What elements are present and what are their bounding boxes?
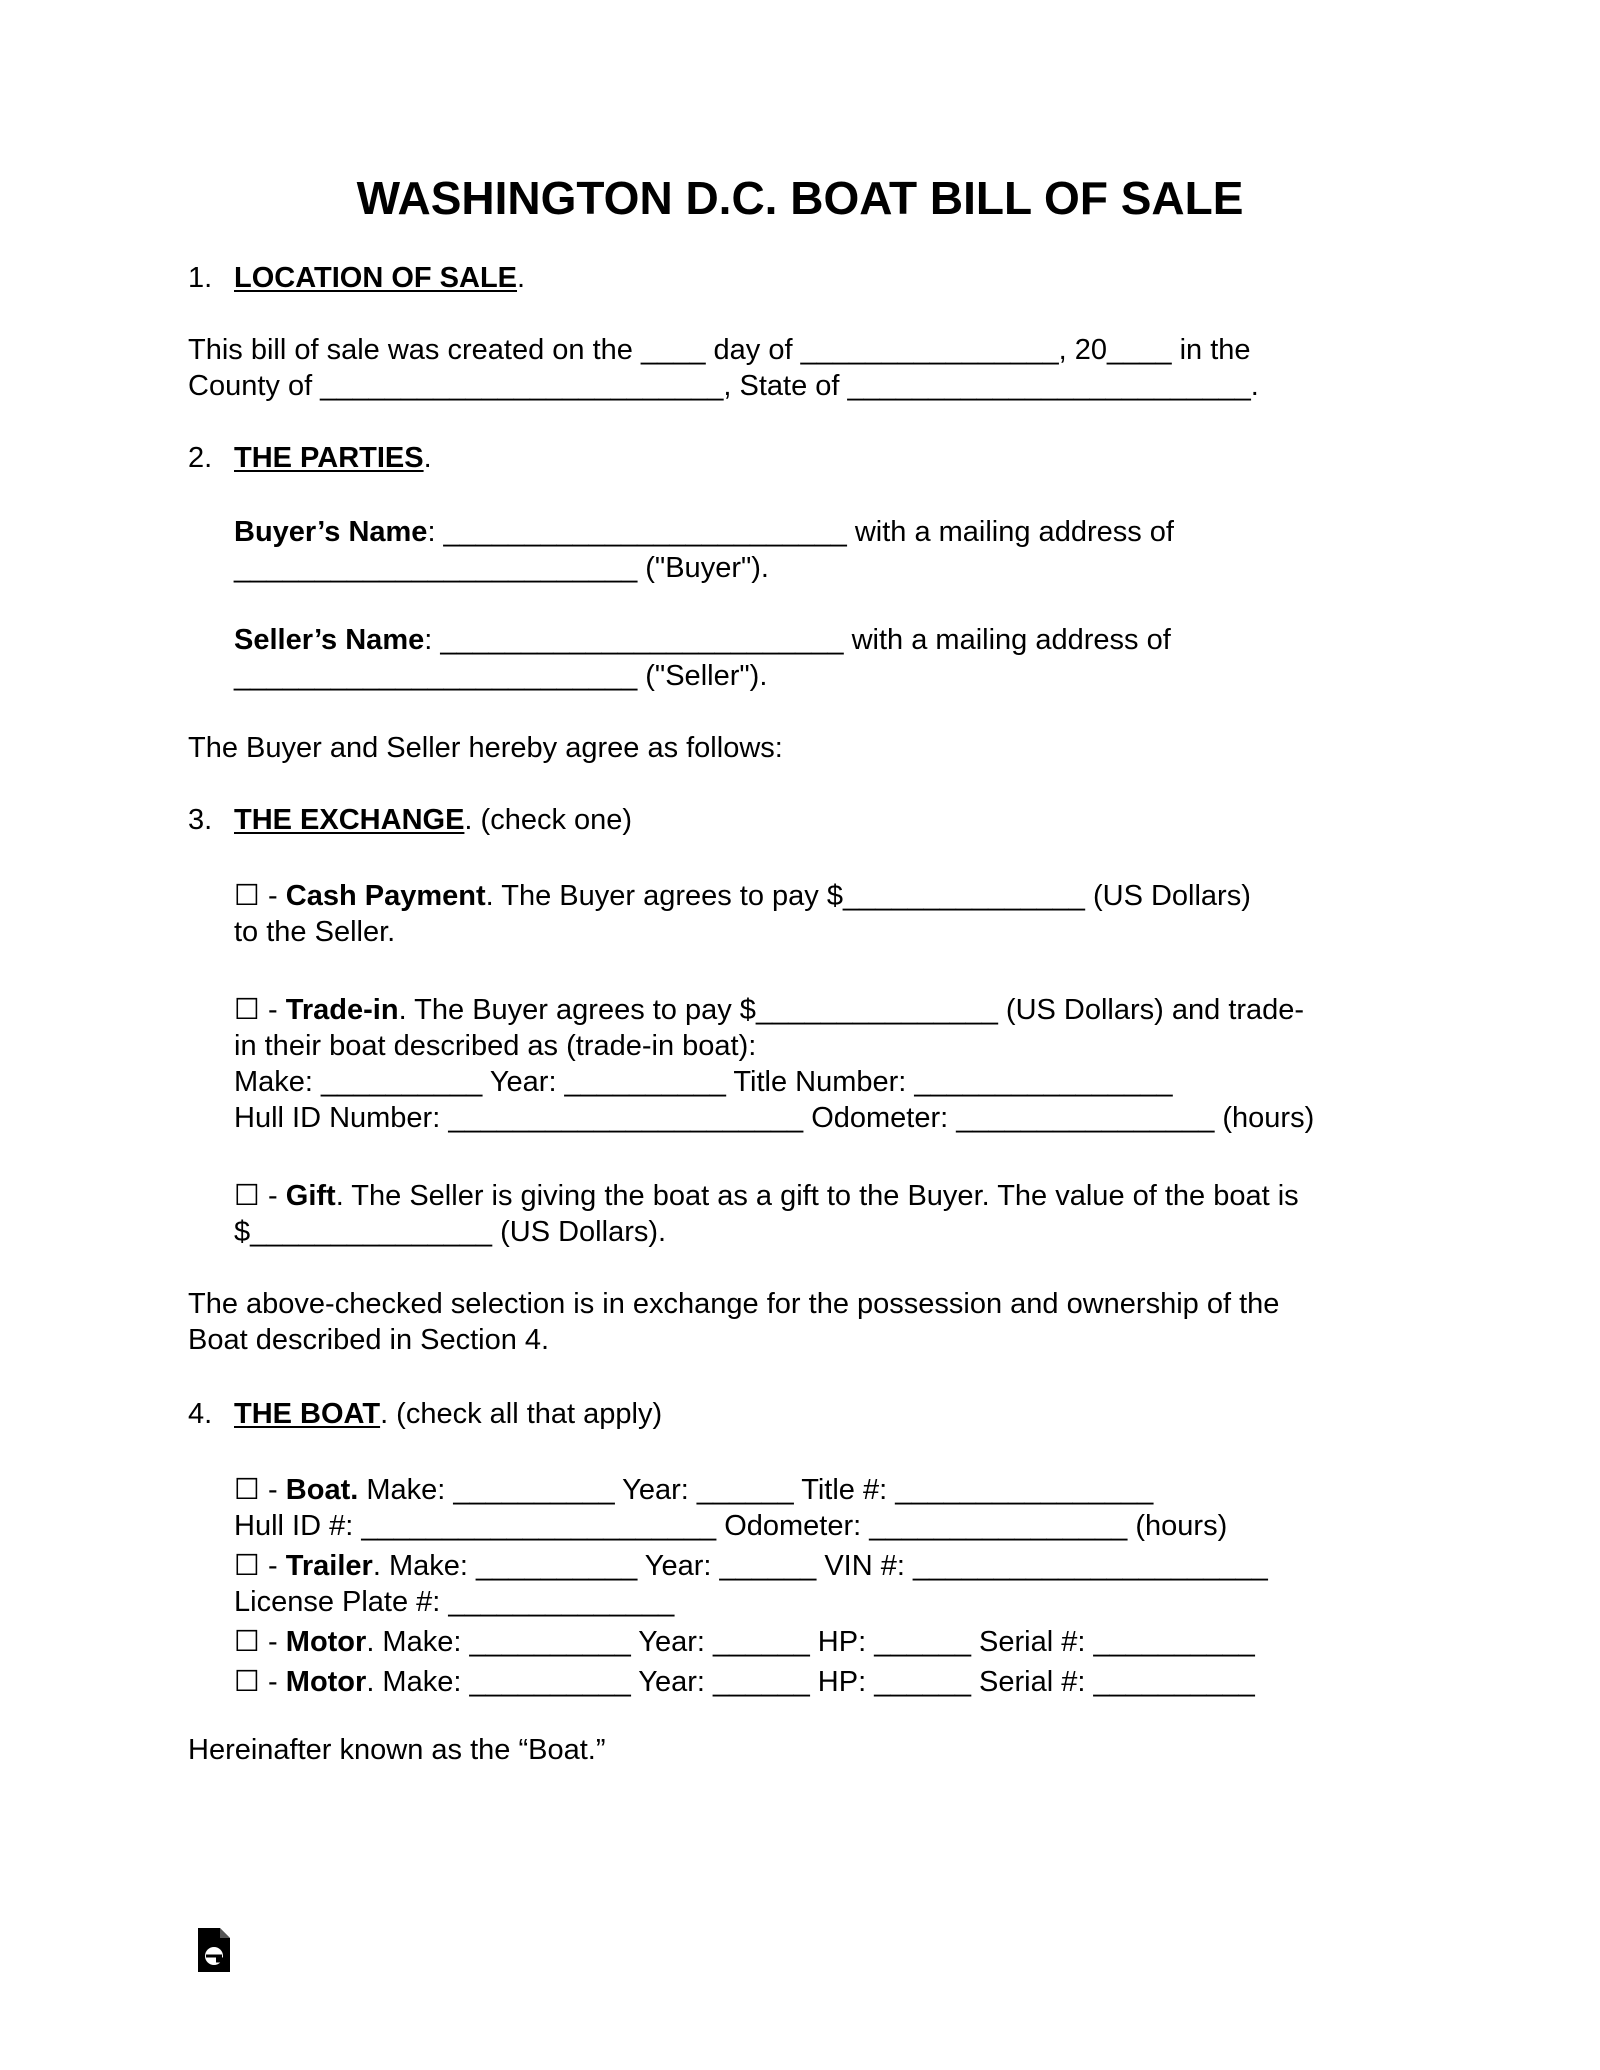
seller-fill-text: : _________________________ with a mailing address of <box>424 624 1171 656</box>
buyer-line-2: _________________________ ("Buyer"). <box>234 552 769 584</box>
motor-2-checkbox[interactable]: ☐ - <box>234 1666 286 1698</box>
trade-in-label: Trade-in <box>285 994 399 1026</box>
section-title: THE BOAT <box>234 1398 381 1430</box>
exchange-note-line-2: Boat described in Section 4. <box>188 1324 550 1356</box>
location-line-1: This bill of sale was created on the ____ day of ________________, 20____ in the <box>188 334 1251 366</box>
trade-in-line-4: Hull ID Number: ______________________ Odometer: ________________ (hours) <box>234 1102 1315 1134</box>
motor-2-label: Motor <box>285 1666 367 1698</box>
section-2-heading <box>188 440 432 476</box>
section-1-heading <box>188 260 525 296</box>
gift-line-1 <box>234 1178 1299 1214</box>
trade-in-line-3: Make: __________ Year: __________ Title Number: ________________ <box>234 1066 1173 1098</box>
document-title: WASHINGTON D.C. BOAT BILL OF SALE <box>356 172 1244 224</box>
boat-label: Boat. <box>285 1474 359 1506</box>
motor-line-2 <box>234 1664 1255 1700</box>
motor-1-label: Motor <box>285 1626 367 1658</box>
boat-line-2: Hull ID #: ______________________ Odometer: ________________ (hours) <box>234 1510 1228 1542</box>
heading-suffix: . (check all that apply) <box>380 1398 663 1430</box>
cash-payment-line-2: to the Seller. <box>234 916 396 948</box>
gift-line-2: $_______________ (US Dollars). <box>234 1216 667 1248</box>
gift-text: . The Seller is giving the boat as a gift to the Buyer. The value of the boat is <box>335 1180 1299 1212</box>
trailer-line-1 <box>234 1548 1268 1584</box>
cash-payment-checkbox[interactable]: ☐ - <box>234 880 286 912</box>
seller-line-2: _________________________ ("Seller"). <box>234 660 768 692</box>
heading-suffix: . (check one) <box>464 804 633 836</box>
trade-in-line-2: in their boat described as (trade-in boat): <box>234 1030 757 1062</box>
motor-line-1 <box>234 1624 1255 1660</box>
trade-in-checkbox[interactable]: ☐ - <box>234 994 286 1026</box>
buyer-fill-text: : _________________________ with a mailing address of <box>427 516 1174 548</box>
section-number: 2. <box>188 442 213 474</box>
trade-in-text: . The Buyer agrees to pay $_______________ (US Dollars) and trade- <box>398 994 1305 1026</box>
seller-line-1 <box>234 622 1171 658</box>
motor-1-checkbox[interactable]: ☐ - <box>234 1626 286 1658</box>
heading-suffix: . <box>517 262 526 294</box>
trailer-line-2: License Plate #: ______________ <box>234 1586 675 1618</box>
trailer-checkbox[interactable]: ☐ - <box>234 1550 286 1582</box>
section-title: THE PARTIES <box>234 442 424 474</box>
motor-1-text: . Make: __________ Year: ______ HP: ______ Serial #: __________ <box>366 1626 1255 1658</box>
boat-checkbox[interactable]: ☐ - <box>234 1474 286 1506</box>
trailer-label: Trailer <box>285 1550 373 1582</box>
hereinafter-text: Hereinafter known as the “Boat.” <box>188 1734 606 1766</box>
exchange-note-line-1: The above-checked selection is in exchange for the possession and ownership of the <box>188 1288 1280 1320</box>
eforms-logo-icon <box>196 1926 232 1974</box>
agreement-text: The Buyer and Seller hereby agree as follows: <box>188 732 783 764</box>
section-title: LOCATION OF SALE <box>234 262 518 294</box>
cash-payment-text: . The Buyer agrees to pay $_______________ (US Dollars) <box>485 880 1251 912</box>
section-title: THE EXCHANGE <box>234 804 465 836</box>
boat-line-1 <box>234 1472 1153 1508</box>
seller-label: Seller’s Name <box>234 624 425 656</box>
section-4-heading <box>188 1396 662 1432</box>
heading-suffix: . <box>423 442 432 474</box>
location-line-2: County of _________________________, State of _________________________. <box>188 370 1259 402</box>
gift-checkbox[interactable]: ☐ - <box>234 1180 286 1212</box>
section-3-heading <box>188 802 632 838</box>
gift-label: Gift <box>285 1180 336 1212</box>
trailer-text: . Make: __________ Year: ______ VIN #: ______________________ <box>372 1550 1268 1582</box>
trade-in-line-1 <box>234 992 1304 1028</box>
cash-payment-label: Cash Payment <box>285 880 486 912</box>
motor-2-text: . Make: __________ Year: ______ HP: ______ Serial #: __________ <box>366 1666 1255 1698</box>
buyer-label: Buyer’s Name <box>234 516 428 548</box>
section-number: 1. <box>188 262 213 294</box>
cash-payment-line-1 <box>234 878 1251 914</box>
section-number: 3. <box>188 804 213 836</box>
buyer-line-1 <box>234 514 1174 550</box>
boat-text: Make: __________ Year: ______ Title #: ________________ <box>358 1474 1154 1506</box>
section-number: 4. <box>188 1398 213 1430</box>
